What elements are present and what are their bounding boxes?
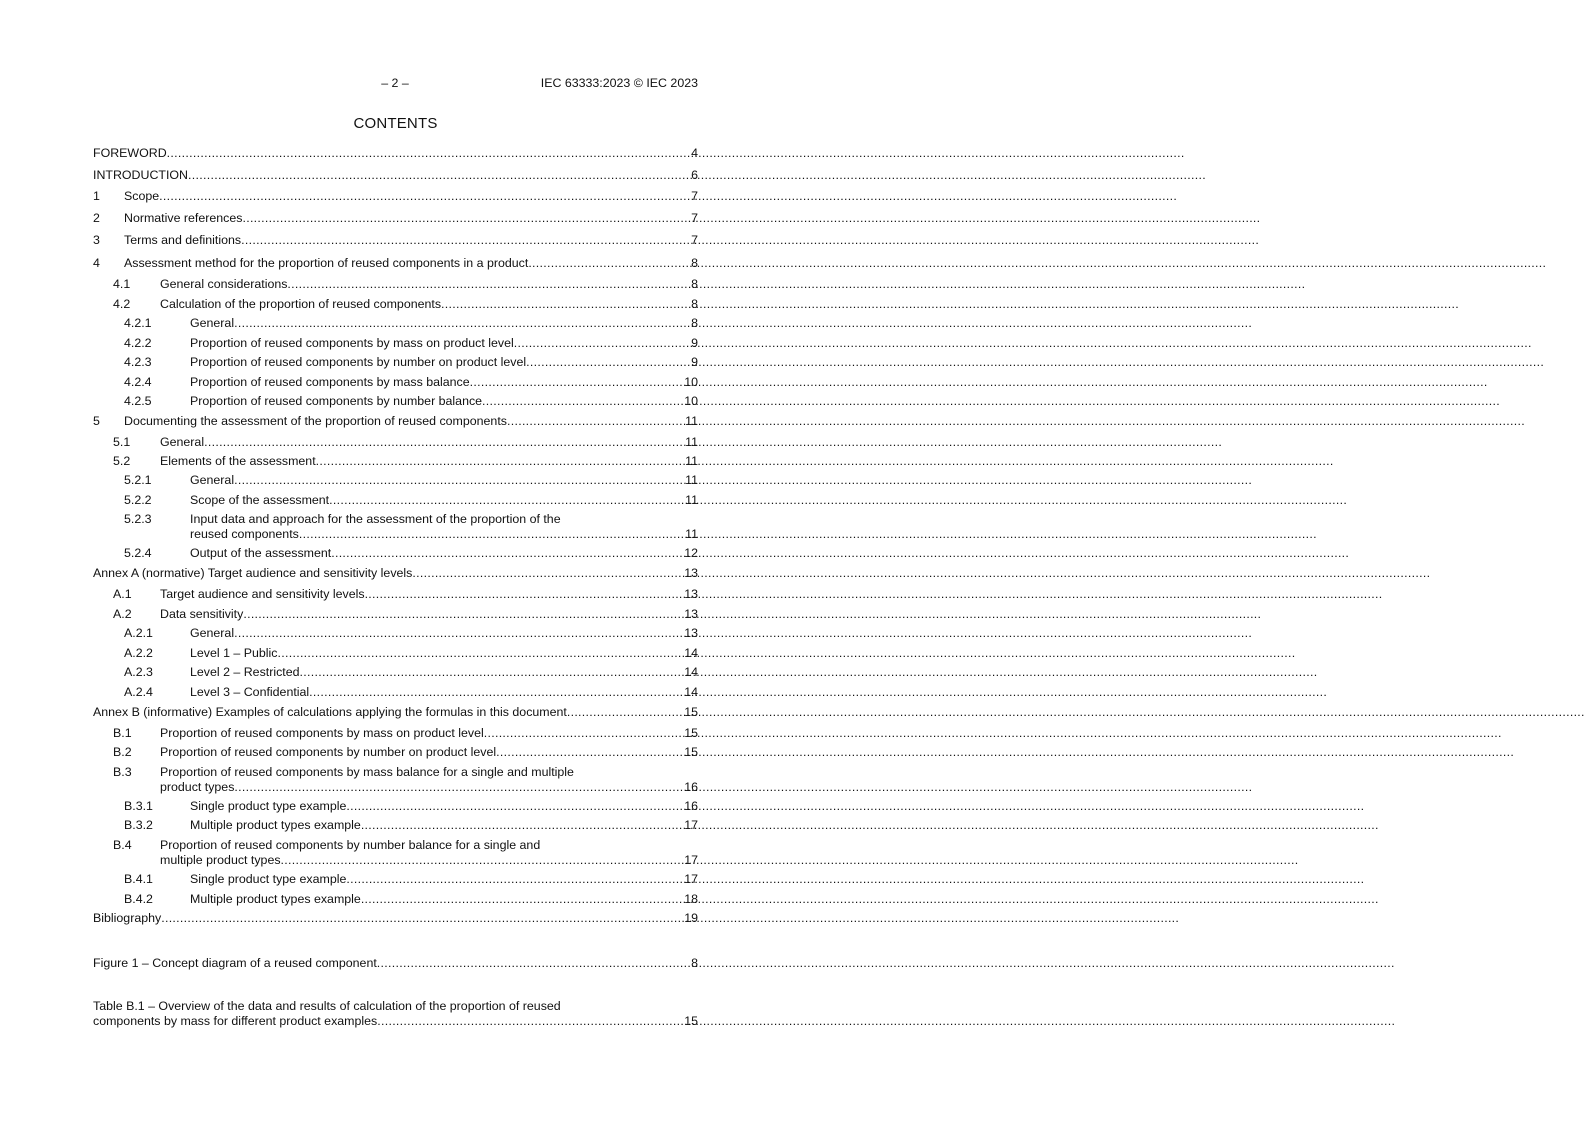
toc-entry-title: Calculation of the proportion of reused components xyxy=(160,297,442,311)
toc-entry-page: 11 xyxy=(685,414,698,428)
toc-entry[interactable] xyxy=(93,256,698,271)
toc-entry-page: 17 xyxy=(684,872,698,886)
toc-entry-title: Assessment method for the proportion of reused components in a product xyxy=(124,256,529,270)
toc-entry-page: 4 xyxy=(691,146,698,160)
toc-entry[interactable] xyxy=(93,872,698,887)
toc-entry-number: B.1 xyxy=(113,726,132,740)
toc-entry[interactable] xyxy=(93,892,698,907)
toc-entry-page: 8 xyxy=(691,956,698,970)
toc-entry-page: 8 xyxy=(691,256,698,270)
toc-entry-title: Proportion of reused components by mass balance xyxy=(190,374,470,389)
toc-entry-title: Proportion of reused components by number balance xyxy=(190,394,483,408)
toc-entry[interactable] xyxy=(93,493,698,508)
leader-dots xyxy=(526,355,690,370)
leader-dots xyxy=(277,646,683,661)
toc-entry[interactable] xyxy=(93,607,698,622)
toc-entry[interactable] xyxy=(93,546,698,561)
leader-dots xyxy=(167,146,690,161)
toc-entry[interactable] xyxy=(93,838,698,868)
leader-dots xyxy=(331,546,683,561)
toc-entry[interactable] xyxy=(93,726,698,741)
leader-dots xyxy=(234,780,683,795)
toc-entry[interactable] xyxy=(93,587,698,602)
toc-entry-page: 10 xyxy=(684,374,698,389)
toc-entry-title: Proportion of reused components by number on product level xyxy=(190,355,527,369)
toc-entry-title: Normative references xyxy=(124,211,243,225)
leader-dots xyxy=(567,705,683,720)
toc-entry[interactable] xyxy=(93,277,698,292)
toc-entry[interactable] xyxy=(93,705,698,720)
leader-dots xyxy=(241,233,690,248)
toc-entry-number: 5.2.2 xyxy=(124,492,152,507)
toc-entry-number: A.2 xyxy=(113,606,132,621)
toc-entry-title: Proportion of reused components by mass on product level xyxy=(190,335,514,350)
toc-entry[interactable] xyxy=(93,685,698,700)
toc-entry-page: 10 xyxy=(684,394,698,408)
toc-entry-number: 4.2.1 xyxy=(124,316,152,330)
toc-entry-title: Figure 1 – Concept diagram of a reused component xyxy=(93,956,377,970)
toc-entry-page: 11 xyxy=(685,473,698,487)
toc-entry-title-continued: reused components xyxy=(190,527,299,541)
toc-entry[interactable] xyxy=(93,414,698,429)
toc-entry[interactable] xyxy=(93,316,698,331)
toc-entry-title: Annex B (informative) Examples of calculations applying the formulas in this document xyxy=(93,705,567,719)
toc-entry-title: Single product type example xyxy=(190,798,347,813)
page-header xyxy=(93,76,698,92)
toc-entry[interactable] xyxy=(93,394,698,409)
leader-dots xyxy=(482,394,683,409)
toc-entry-page: 14 xyxy=(684,684,698,699)
leader-dots xyxy=(281,853,684,868)
toc-entry[interactable] xyxy=(93,189,698,204)
toc-entry-number: 4.2.4 xyxy=(124,374,152,389)
toc-entry-title: Input data and approach for the assessment of the proportion of the xyxy=(190,512,561,526)
toc-entry-page: 11 xyxy=(685,527,698,541)
toc-entry-page: 11 xyxy=(685,454,698,468)
toc-entry-number: A.2.3 xyxy=(124,665,153,679)
toc-entry-number: B.2 xyxy=(113,745,132,759)
toc-entry-title: Terms and definitions xyxy=(124,232,242,247)
toc-entry-number: A.2.4 xyxy=(124,684,153,699)
toc-entry-number: 1 xyxy=(93,189,100,203)
leader-dots xyxy=(377,1014,683,1029)
toc-entry-page: 13 xyxy=(684,587,698,601)
toc-entry-page: 6 xyxy=(691,167,698,182)
toc-entry-title: Output of the assessment xyxy=(190,546,332,560)
leader-dots xyxy=(441,297,690,312)
toc-entry-title: Proportion of reused components by number on product level xyxy=(160,745,497,759)
toc-entry-title: Proportion of reused components by mass balance for a single and multiple xyxy=(160,764,574,779)
toc-entry[interactable] xyxy=(93,336,698,351)
toc-entry-title: General xyxy=(160,435,205,449)
toc-entry[interactable] xyxy=(93,745,698,760)
toc-entry[interactable] xyxy=(93,566,698,581)
toc-entry-page: 9 xyxy=(691,335,698,350)
toc-entry-page: 13 xyxy=(684,565,698,580)
page-title: CONTENTS xyxy=(353,115,438,132)
toc-entry-title: Level 2 – Restricted xyxy=(190,665,300,679)
toc-entry-title: General xyxy=(190,473,235,487)
toc-entry[interactable] xyxy=(93,233,698,248)
toc-entry-number: B.3.1 xyxy=(124,798,153,813)
toc-entry-number: A.2.1 xyxy=(124,626,153,640)
toc-entry[interactable] xyxy=(93,646,698,661)
toc-entry-title: General xyxy=(190,316,235,330)
toc-entry-number: 5.2.3 xyxy=(124,512,152,526)
leader-dots xyxy=(234,316,690,331)
leader-dots xyxy=(484,726,683,741)
toc-entry-page: 16 xyxy=(684,779,698,794)
toc-entry-page: 8 xyxy=(691,316,698,330)
toc-entry-number: 4.2.3 xyxy=(124,355,152,369)
toc-entry-page: 19 xyxy=(684,911,698,925)
leader-dots xyxy=(300,665,684,680)
toc-entry[interactable] xyxy=(93,799,698,814)
toc-entry-number: 5 xyxy=(93,414,100,428)
toc-entry-title-continued: multiple product types xyxy=(160,853,281,867)
toc-entry-title: Target audience and sensitivity levels xyxy=(160,587,365,601)
leader-dots xyxy=(412,566,683,581)
toc-entry-page: 8 xyxy=(691,297,698,311)
toc-entry-page: 9 xyxy=(691,355,698,369)
toc-entry-number: 5.2.4 xyxy=(124,546,152,560)
toc-entry-page: 15 xyxy=(684,745,698,759)
leader-dots xyxy=(507,414,684,429)
leader-dots xyxy=(242,211,690,226)
toc-entry-page: 13 xyxy=(684,626,698,640)
toc-entry[interactable] xyxy=(93,146,698,161)
leader-dots xyxy=(204,435,684,450)
toc-entry-page: 14 xyxy=(684,665,698,679)
leader-dots xyxy=(287,277,690,292)
toc-entry-page: 7 xyxy=(691,232,698,247)
toc-entry[interactable] xyxy=(93,999,698,1029)
toc-entry-title: Elements of the assessment xyxy=(160,454,316,468)
leader-dots xyxy=(496,745,683,760)
toc-entry-title: Data sensitivity xyxy=(160,606,244,621)
toc-entry[interactable] xyxy=(93,355,698,370)
toc-entry-page: 7 xyxy=(691,211,698,225)
toc-entry[interactable] xyxy=(93,956,698,971)
leader-dots xyxy=(346,799,683,814)
toc-entry[interactable] xyxy=(93,512,698,542)
toc-entry[interactable] xyxy=(93,911,698,926)
toc-entry-title: Scope xyxy=(124,189,160,203)
toc-entry-title: Annex A (normative) Target audience and sensitivity levels xyxy=(93,565,413,580)
toc-entry-number: 5.2 xyxy=(113,454,131,468)
toc-entry-title: Table B.1 – Overview of the data and results of calculation of the proportion of reused xyxy=(93,999,561,1013)
toc-entry-number: 4.2.5 xyxy=(124,394,152,408)
leader-dots xyxy=(361,818,683,833)
toc-entry-title: Level 1 – Public xyxy=(190,645,278,660)
leader-dots xyxy=(243,607,683,622)
toc-entry[interactable] xyxy=(93,765,698,795)
toc-entry[interactable] xyxy=(93,473,698,488)
toc-entry[interactable] xyxy=(93,211,698,226)
toc-entry-number: 4.2 xyxy=(113,297,131,311)
toc-entry-page: 17 xyxy=(684,818,698,832)
toc-entry-page: 16 xyxy=(684,798,698,813)
toc-entry-title: Scope of the assessment xyxy=(190,492,330,507)
leader-dots xyxy=(234,473,684,488)
toc-entry-number: 2 xyxy=(93,211,100,225)
toc-entry-title: Multiple product types example xyxy=(190,891,361,906)
page-number: – 2 – xyxy=(381,76,409,90)
toc-entry-page: 15 xyxy=(684,726,698,740)
toc-entry-number: B.4.2 xyxy=(124,891,153,906)
toc-entry-title-continued: product types xyxy=(160,779,235,794)
toc-entry[interactable] xyxy=(93,818,698,833)
leader-dots xyxy=(365,587,684,602)
toc-entry-number: 5.2.1 xyxy=(124,473,152,487)
toc-entry-page: 11 xyxy=(685,492,698,507)
toc-entry-title: Level 3 – Confidential xyxy=(190,684,310,699)
toc-entry[interactable] xyxy=(93,375,698,390)
leader-dots xyxy=(528,256,690,271)
leader-dots xyxy=(234,626,683,641)
leader-dots xyxy=(377,956,690,971)
toc-entry[interactable] xyxy=(93,454,698,469)
leader-dots xyxy=(188,168,690,183)
toc-entry[interactable] xyxy=(93,435,698,450)
leader-dots xyxy=(470,375,684,390)
toc-entry-page: 17 xyxy=(684,853,698,867)
toc-entry-title: Multiple product types example xyxy=(190,818,361,832)
toc-entry-number: A.2.2 xyxy=(124,645,153,660)
toc-entry[interactable] xyxy=(93,297,698,312)
toc-entry-number: 4.2.2 xyxy=(124,335,152,350)
toc-entry-page: 18 xyxy=(684,891,698,906)
toc-entry-page: 15 xyxy=(684,705,698,719)
toc-entry-number: 4.1 xyxy=(113,276,131,291)
toc-entry-number: B.3 xyxy=(113,764,132,779)
toc-entry-title: Proportion of reused components by number balance for a single and xyxy=(160,838,541,852)
toc-entry-title: General considerations xyxy=(160,276,288,291)
toc-entry-title-continued: components by mass for different product examples xyxy=(93,1014,378,1028)
toc-entry-page: 11 xyxy=(685,435,698,449)
toc-entry-title: Bibliography xyxy=(93,911,162,925)
toc-entry-page: 15 xyxy=(684,1014,698,1028)
toc-entry[interactable] xyxy=(93,168,698,183)
toc-entry-title: Documenting the assessment of the proportion of reused components xyxy=(124,414,507,428)
toc-entry-number: B.4.1 xyxy=(124,872,153,886)
leader-dots xyxy=(346,872,683,887)
toc-entry-title: Proportion of reused components by mass on product level xyxy=(160,726,484,740)
leader-dots xyxy=(299,527,684,542)
toc-entry-page: 12 xyxy=(684,546,698,560)
toc-entry-number: A.1 xyxy=(113,587,132,601)
toc-entry-title: FOREWORD xyxy=(93,146,167,160)
toc-entry-number: B.4 xyxy=(113,838,132,852)
toc-entry-page: 13 xyxy=(684,606,698,621)
leader-dots xyxy=(329,493,684,508)
toc-entry-number: 3 xyxy=(93,232,100,247)
toc-entry-page: 8 xyxy=(691,276,698,291)
leader-dots xyxy=(161,911,683,926)
toc-entry-title: Single product type example xyxy=(190,872,347,886)
toc-entry-title: General xyxy=(190,626,235,640)
leader-dots xyxy=(514,336,690,351)
toc-entry-page: 14 xyxy=(684,645,698,660)
toc-entry[interactable] xyxy=(93,626,698,641)
toc-entry[interactable] xyxy=(93,665,698,680)
leader-dots xyxy=(309,685,683,700)
toc-entry-number: 5.1 xyxy=(113,435,131,449)
toc-entry-page: 7 xyxy=(691,189,698,203)
toc-entry-title: INTRODUCTION xyxy=(93,167,188,182)
leader-dots xyxy=(159,189,690,204)
leader-dots xyxy=(361,892,683,907)
leader-dots xyxy=(316,454,684,469)
toc-entry-number: 4 xyxy=(93,256,100,270)
toc-entry-number: B.3.2 xyxy=(124,818,153,832)
standard-identifier: IEC 63333:2023 © IEC 2023 xyxy=(540,76,698,90)
